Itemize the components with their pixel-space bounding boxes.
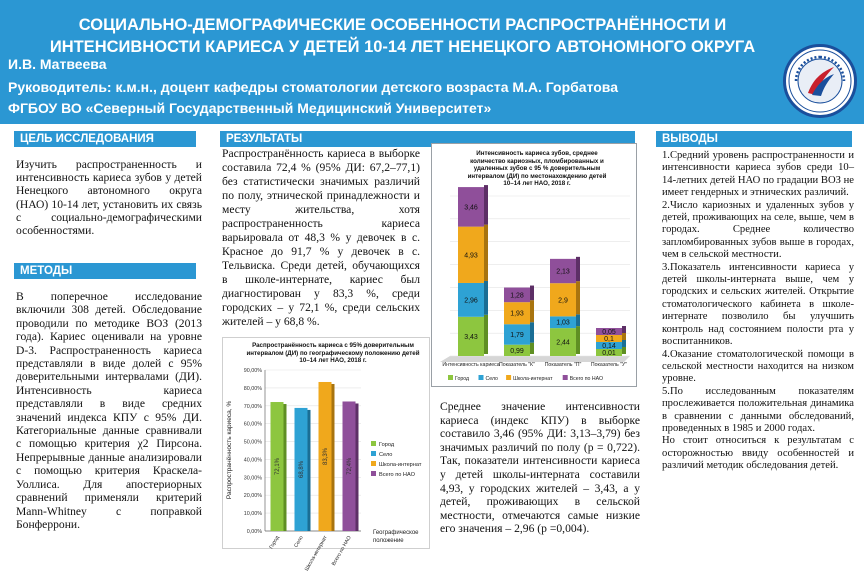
- intensity-legend-swatch: [448, 375, 453, 380]
- prevalence-legend-swatch: [371, 441, 376, 446]
- conclusions-header: ВЫВОДЫ: [656, 131, 852, 147]
- conclusion-5: 5.По исследованным показателям прослеживается положительная динамика в сравнении с данными обследований, проведенных в 1985 и 2000 годах.: [662, 385, 854, 434]
- conclusion-6: Но стоит относиться к результатам с осторожностью ввиду особенностей и различий методик обследования детей.: [662, 435, 854, 472]
- results-text-2: Среднее значение интенсивности кариеса (индекс КПУ) в выборке составило 3,46 (95% ДИ: 3,13–3,79) без значимых различий по полу (p = 0,722). Так, показатели интенсивности кариеса у детей школы-интерната составили 4,93, у городских жителей – 3,43, а у детей, проживающих в сельской местности, отмечаются самые низкие его значения – 2,96 (p =0,004).: [440, 400, 640, 536]
- prevalence-legend-swatch: [371, 461, 376, 466]
- prevalence-legend-label: Город: [379, 442, 395, 448]
- intensity-legend-label: Школа-интернат: [513, 376, 553, 382]
- prevalence-x-axis-label: Географическое: [373, 530, 419, 536]
- logo-emblem-icon: [786, 47, 854, 115]
- intensity-segment-side-2-2: [530, 322, 534, 342]
- poster-header: [0, 0, 864, 124]
- prevalence-chart: [222, 337, 430, 573]
- intensity-x-tick: Показатель "К": [499, 362, 535, 368]
- poster-title: [20, 14, 785, 58]
- prevalence-legend-swatch: [371, 451, 376, 456]
- conclusion-3: 3.Показатель интенсивности кариеса у детей школы-интерната выше, чем у городских и сельских жителей. Открытие стоматологического кабинета в школе-интернате позволило бы улучшить контроль над состоянием полости рта у воспитанников.: [662, 261, 854, 348]
- intensity-segment-side-3-3: [576, 281, 580, 314]
- intensity-value-label: 2,96: [464, 297, 478, 305]
- prevalence-x-tick: Село: [293, 535, 305, 549]
- prevalence-y-tick: 20,00%: [243, 493, 262, 500]
- prevalence-legend-label: Школа-интернат: [379, 462, 422, 468]
- intensity-legend-swatch: [563, 375, 568, 380]
- intensity-segment-side-1-2: [484, 281, 488, 315]
- intensity-value-label: 0,05: [602, 329, 616, 336]
- intensity-value-label: 2,13: [556, 268, 570, 276]
- prevalence-x-axis-label-2: положение: [373, 538, 404, 544]
- university-logo: [783, 44, 857, 118]
- intensity-segment-side-1-1: [484, 315, 488, 354]
- intensity-value-label: 0,1: [604, 336, 614, 343]
- intensity-chart: [431, 143, 637, 387]
- title-line-2: ИНТЕНСИВНОСТИ КАРИЕСА У ДЕТЕЙ 10-14 ЛЕТ НЕНЕЦКОГО АВТОНОМНОГО ОКРУГА: [49, 38, 756, 56]
- prevalence-value-label: 72,1%: [275, 458, 281, 476]
- intensity-chart-title: Интенсивность кариеса зубов, среднее количество кариозных, пломбированных и удаленных зубов с 95 % доверительным интервалом (ДИ) по местонахождению детей 10–14 лет НАО, 2018 г.: [467, 150, 607, 187]
- university: ФГБОУ ВО «Северный Государственный Медицинский Университет»: [8, 100, 492, 116]
- intensity-legend-label: Всего по НАО: [569, 376, 604, 382]
- intensity-segment-side-3-2: [576, 314, 580, 326]
- conclusions-list: [662, 150, 854, 473]
- intensity-segment-side-2-1: [530, 343, 534, 354]
- intensity-x-tick: Показатель "П": [544, 362, 582, 368]
- methods-text: В поперечное исследование включили 308 детей. Обследование проводили по методике ВОЗ (2013 года). Кариес оценивали на уровне D-3. Распространенность кариеса представляли в виде долей с 95% доверительными интервалами (ДИ). Интенсивность кариеса представляли в виде средних значений индекса КПУ с 95% ДИ. Категориальные данные сравнивали с помощью критерия χ2 Пирсона. Непрерывные данные анализировали с помощью критерия Краскела-Уоллиса. Для апостериорных сравнений применяли критерий Mann-Whitney с поправкой Бонферрони.: [16, 290, 202, 531]
- intensity-segment-side-1-3: [484, 225, 488, 281]
- prevalence-y-axis-label: Распространённость кариеса, %: [226, 400, 233, 500]
- intensity-value-label: 1,79: [510, 331, 524, 339]
- intensity-value-label: 0,01: [602, 350, 616, 357]
- intensity-value-label: 0,14: [602, 343, 616, 350]
- prevalence-y-tick: 10,00%: [243, 511, 262, 518]
- prevalence-bar-side-2: [308, 410, 311, 531]
- author-name: И.В. Матвеева: [8, 56, 107, 72]
- intensity-segment-side-4-1: [622, 347, 626, 354]
- prevalence-x-tick: Город: [268, 535, 281, 551]
- results-header: РЕЗУЛЬТАТЫ: [220, 131, 635, 147]
- results-text-1: Распространённость кариеса в выборке составила 72,4 % (95% ДИ: 67,2–77,1) без статистически значимых различий по полу, этнической принадлежности и месту жительства, хотя распространенность кариеса варьировала от 48,3 % у девочек в с. Красное до 91,7 % у девочек в с. Тельвиска. Среди детей, обучающихся в школе-интернате, кариес был диагностирован у 83,3 %, среди городских – у 72,1 %, среди сельских жителей – у 68,8 %.: [222, 147, 420, 328]
- intensity-value-label: 3,46: [464, 204, 478, 212]
- prevalence-y-tick: 90,00%: [243, 368, 262, 374]
- prevalence-bar-side-4: [356, 403, 359, 531]
- prevalence-legend-label: Село: [379, 452, 393, 458]
- intensity-segment-side-3-1: [576, 326, 580, 354]
- prevalence-value-label: 83,3%: [323, 447, 329, 466]
- prevalence-y-tick: 80,00%: [243, 385, 262, 392]
- intensity-value-label: 3,43: [464, 333, 478, 341]
- intensity-segment-side-4-3: [622, 333, 626, 340]
- prevalence-y-tick: 60,00%: [243, 421, 262, 428]
- prevalence-bar-side-1: [284, 404, 287, 531]
- intensity-x-tick: Интенсивность кариеса: [442, 362, 500, 368]
- supervisor: Руководитель: к.м.н., доцент кафедры стоматологии детского возраста М.А. Горбатова: [8, 79, 619, 95]
- intensity-value-label: 1,03: [556, 319, 570, 327]
- prevalence-y-tick: 40,00%: [243, 457, 262, 464]
- intensity-segment-side-1-4: [484, 185, 488, 225]
- conclusion-2: 2.Число кариозных и удаленных зубов у детей, проживающих на селе, выше, чем в городах. Среднее количество запломбированных зубов выше в городах, чем в сельской местности.: [662, 199, 854, 261]
- intensity-chart-svg: [432, 144, 636, 386]
- prevalence-legend-swatch: [371, 471, 376, 476]
- conclusion-4: 4.Оказание стоматологической помощи в сельской местности находится на низком уровне.: [662, 348, 854, 385]
- prevalence-y-tick: 50,00%: [243, 439, 262, 446]
- intensity-value-label: 2,44: [556, 339, 570, 347]
- intensity-legend-label: Село: [485, 376, 498, 382]
- conclusion-1: 1.Средний уровень распространенности и интенсивности кариеса зубов среди 10–14-летних детей НАО по градации ВОЗ не имеет гендерных и этнических различий.: [662, 150, 854, 199]
- intensity-segment-side-3-4: [576, 257, 580, 281]
- prevalence-y-tick: 30,00%: [243, 475, 262, 482]
- prevalence-legend-label: Всего по НАО: [379, 472, 415, 478]
- prevalence-chart-svg: [223, 338, 429, 573]
- prevalence-y-tick: 70,00%: [243, 403, 262, 410]
- intensity-value-label: 2,9: [558, 297, 568, 305]
- intensity-value-label: 4,93: [464, 252, 478, 260]
- intensity-segment-side-4-2: [622, 340, 626, 347]
- intensity-value-label: 0,99: [510, 347, 524, 355]
- intensity-segment-side-2-4: [530, 286, 534, 301]
- prevalence-x-tick: Школа-интернат: [303, 535, 329, 573]
- prevalence-y-tick: 0,00%: [246, 529, 262, 535]
- methods-header: МЕТОДЫ: [14, 263, 196, 279]
- goal-header: ЦЕЛЬ ИССЛЕДОВАНИЯ: [14, 131, 196, 147]
- prevalence-value-label: 68,8%: [299, 460, 305, 478]
- intensity-legend-swatch: [479, 375, 484, 380]
- intensity-segment-side-2-3: [530, 300, 534, 322]
- intensity-value-label: 1,93: [510, 310, 524, 318]
- prevalence-x-tick: Всего по НАО: [330, 535, 353, 567]
- prevalence-bar-side-3: [332, 384, 335, 531]
- prevalence-value-label: 72,4%: [347, 457, 353, 475]
- prevalence-chart-title: Распространённость кариеса с 95% доверительным интервалом (ДИ) по географическому положению детей 10–14 лет НАО, 2018 г.: [246, 342, 420, 364]
- intensity-segment-side-4-4: [622, 326, 626, 333]
- intensity-legend-swatch: [506, 375, 511, 380]
- intensity-x-tick: Показатель "У": [590, 362, 628, 368]
- intensity-legend-label: Город: [455, 376, 470, 382]
- title-line-1: СОЦИАЛЬНО-ДЕМОГРАФИЧЕСКИЕ ОСОБЕННОСТИ РАСПРОСТРАНЁННОСТИ И: [78, 16, 727, 34]
- intensity-value-label: 1,28: [510, 292, 524, 300]
- goal-text: Изучить распространенность и интенсивность кариеса зубов у детей Ненецкого автономного округа (НАО) 10-14 лет, установить их связь с социально-демографическими особенностями.: [16, 158, 202, 238]
